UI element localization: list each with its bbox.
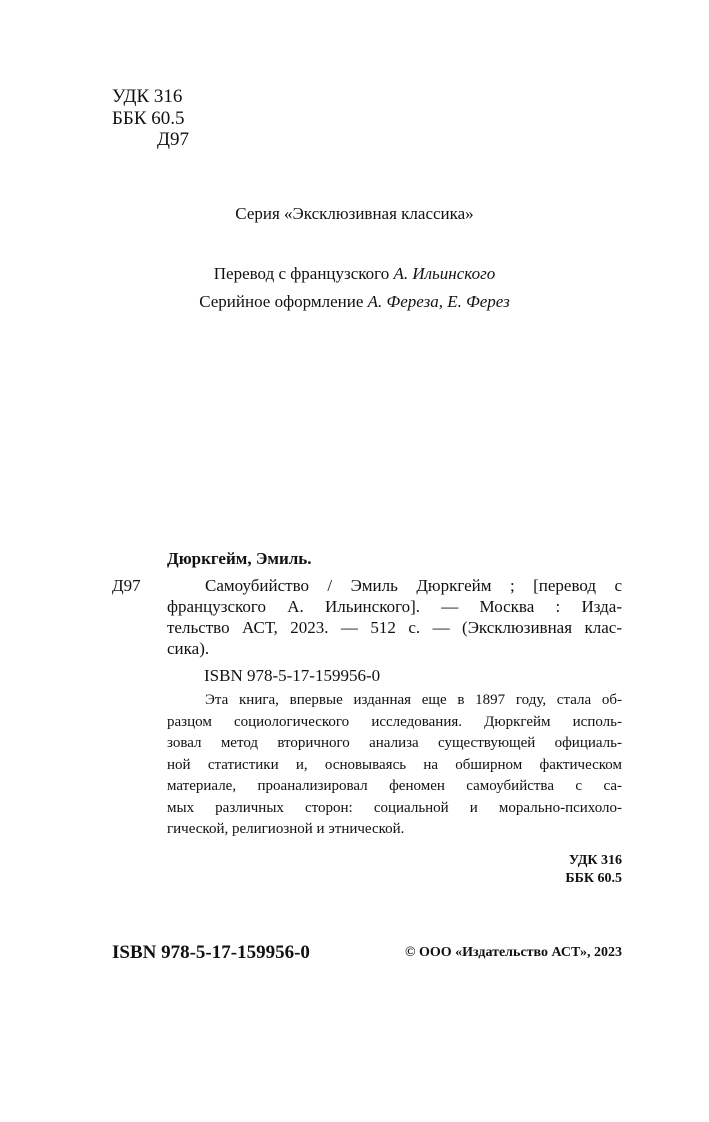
design-label: Серийное оформление	[199, 292, 368, 311]
annotation-line: ной статистики и, основываясь на обширном фактическом	[167, 756, 622, 773]
footer-bbk: ББК 60.5	[565, 871, 622, 886]
annotation-line: материале, проанализировал феномен самоубийства с са-	[167, 778, 622, 794]
translator-name: А. Ильинского	[393, 264, 496, 283]
bibliographic-line: сика).	[167, 639, 210, 658]
bibliographic-line: французского А. Ильинского]. — Москва : Изда-	[167, 597, 622, 616]
bibliographic-record	[167, 575, 622, 659]
footer-udk: УДК 316	[568, 853, 622, 868]
footer-isbn: ISBN 978-5-17-159956-0	[112, 942, 310, 963]
designer-names: А. Фереза, Е. Ферез	[367, 292, 510, 311]
bibliographic-line: тельство АСТ, 2023. — 512 с. — (Эксклюзивная клас-	[167, 618, 622, 637]
author-heading: Дюркгейм, Эмиль.	[167, 549, 312, 568]
design-credit	[0, 291, 709, 313]
translation-credit	[0, 263, 709, 285]
annotation-line: мых различных сторон: социальной и морально-психоло-	[167, 799, 622, 816]
annotation-line: Эта книга, впервые изданная еще в 1897 году, стала об-	[205, 692, 622, 708]
annotation-line: разцом социологического исследования. Дюркгейм исполь-	[167, 713, 622, 730]
annotation-line: гической, религиозной и этнической.	[167, 821, 405, 837]
annotation-line: зовал метод вторичного анализа существующей официаль-	[167, 735, 622, 751]
translation-label: Перевод с французского	[213, 264, 394, 283]
udk-code: УДК 316	[112, 86, 183, 107]
annotation-text	[167, 690, 622, 841]
bbk-code: ББК 60.5	[112, 108, 185, 129]
series-title: Серия «Эксклюзивная классика»	[235, 204, 474, 223]
bibliographic-line: Самоубийство / Эмиль Дюркгейм ; [перевод с	[205, 576, 622, 595]
bibliographic-author-mark: Д97	[112, 576, 141, 595]
author-mark: Д97	[157, 129, 189, 150]
copyright-notice: © ООО «Издательство АСТ», 2023	[404, 945, 622, 960]
isbn-record: ISBN 978-5-17-159956-0	[204, 666, 381, 685]
